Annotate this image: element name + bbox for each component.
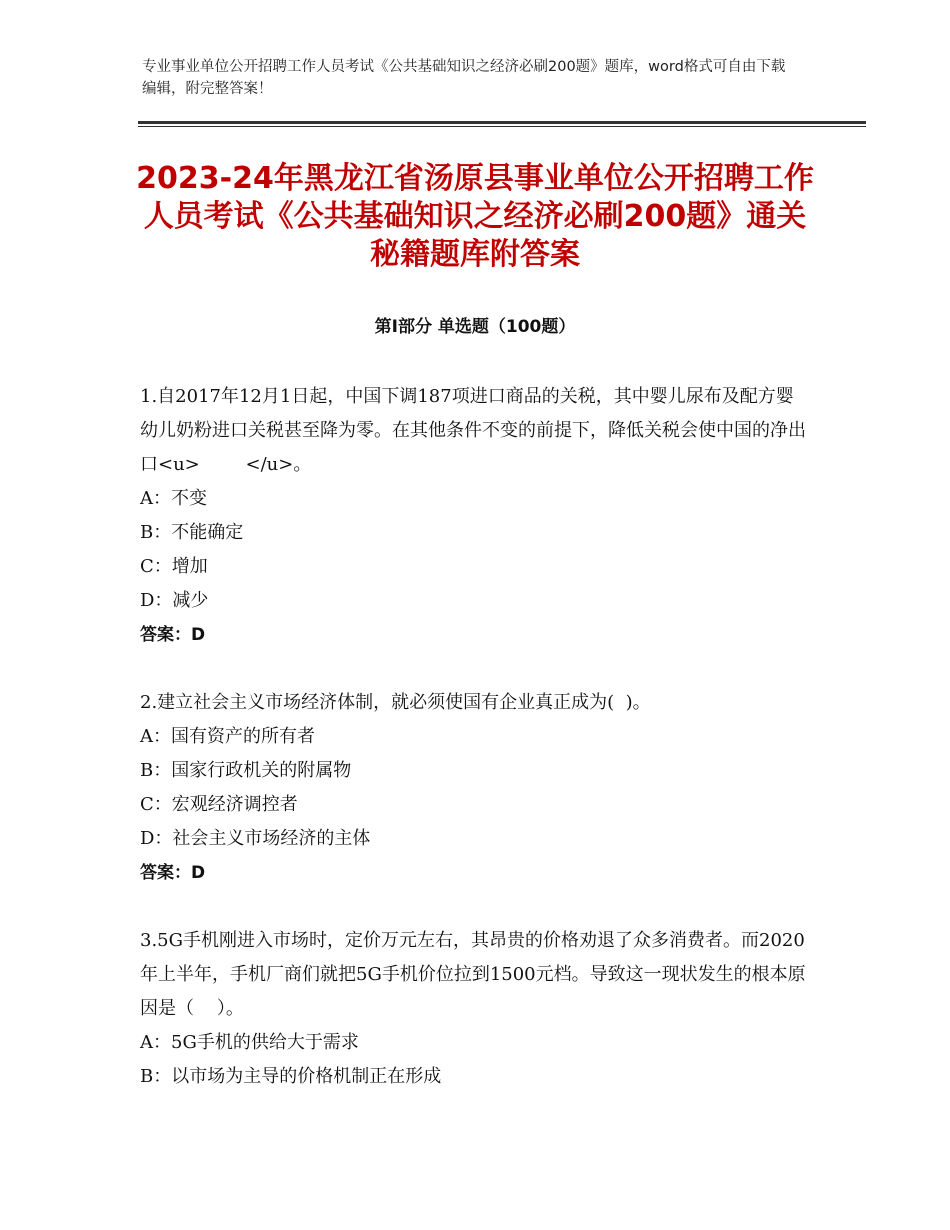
option-d: D：社会主义市场经济的主体 (140, 828, 371, 849)
question-2 (140, 686, 810, 890)
option-b: B：国家行政机关的附属物 (140, 760, 352, 781)
question-1 (140, 380, 810, 652)
option-a: A：不变 (140, 488, 207, 509)
option-c: C：宏观经济调控者 (140, 794, 298, 815)
document-title: 2023-24年黑龙江省汤原县事业单位公开招聘工作人员考试《公共基础知识之经济必刷200题》通关秘籍题库附答案 (136, 161, 814, 272)
header-rule-thick (138, 121, 866, 124)
question-stem: 1.自2017年12月1日起，中国下调187项进口商品的关税，其中婴儿尿布及配方婴幼儿奶粉进口关税甚至降为零。在其他条件不变的前提下，降低关税会使中国的净出口<u> </u>。 (140, 386, 806, 475)
section-title: 第Ⅰ部分 单选题（100题） (374, 317, 576, 337)
option-c: C：增加 (140, 556, 208, 577)
answer-label: 答案：D (140, 863, 206, 883)
header-rule-thin (138, 126, 866, 127)
option-b: B：以市场为主导的价格机制正在形成 (140, 1066, 442, 1087)
option-a: A：5G手机的供给大于需求 (140, 1032, 359, 1053)
question-3 (140, 924, 810, 1094)
question-stem: 2.建立社会主义市场经济体制，就必须使国有企业真正成为( )。 (140, 692, 651, 713)
option-a: A：国有资产的所有者 (140, 726, 315, 747)
option-d: D：减少 (140, 590, 209, 611)
header-note: 专业事业单位公开招聘工作人员考试《公共基础知识之经济必刷200题》题库，word格式可自由下载编辑，附完整答案！ (142, 59, 786, 97)
option-b: B：不能确定 (140, 522, 244, 543)
answer-label: 答案：D (140, 625, 206, 645)
question-stem: 3.5G手机刚进入市场时，定价万元左右，其昂贵的价格劝退了众多消费者。而2020年上半年，手机厂商们就把5G手机价位拉到1500元档。导致这一现状发生的根本原因是（ ）。 (140, 930, 806, 1019)
question-list (140, 380, 810, 1128)
